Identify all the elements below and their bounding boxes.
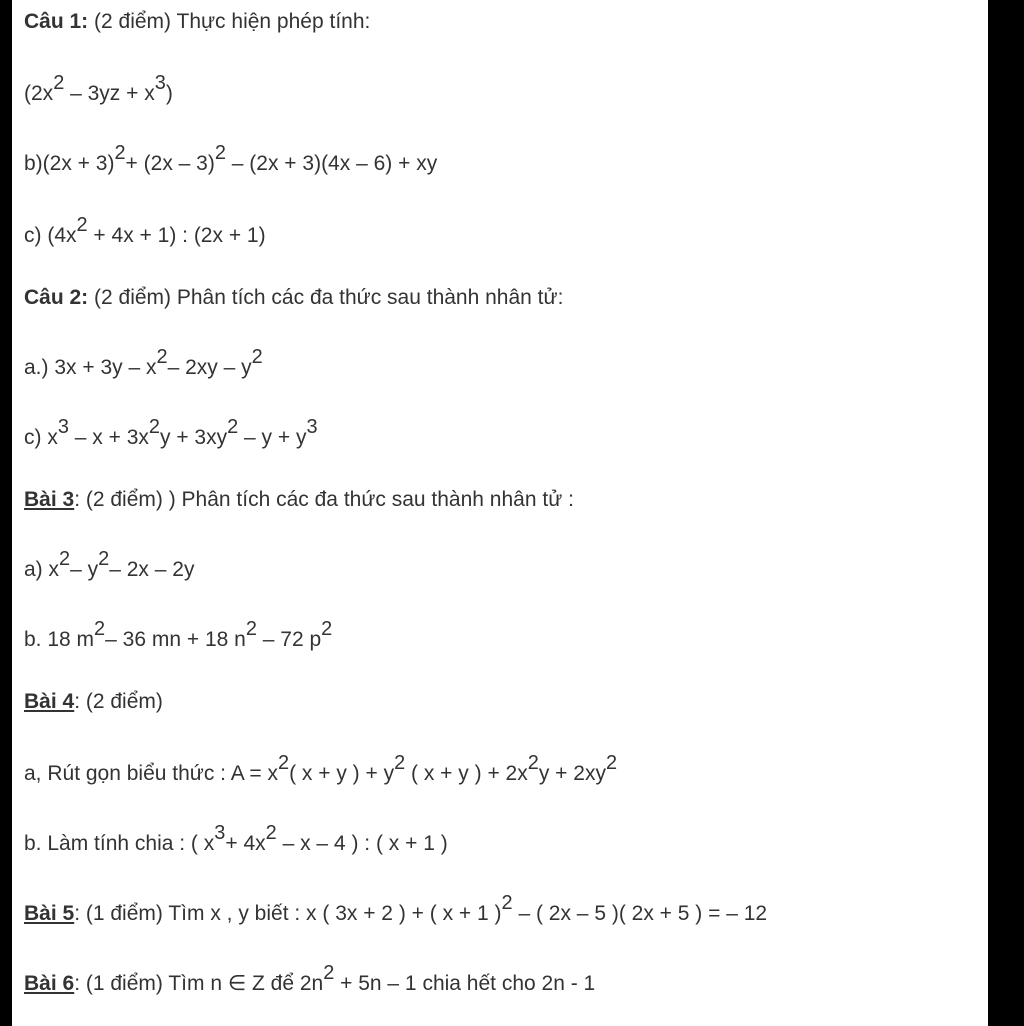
question-3-expression-b: b. 18 $m^2-$ 36 mn + 18 $n^2 - 72$ $p^2$ [24, 618, 333, 651]
question-1-expression-c: c) $(4x^2 + 4x + 1)$ : (2x + 1) [24, 214, 266, 247]
question-1-expression-a: $(2x^2 - 3yz + x^3)$ [24, 72, 173, 105]
document-page [12, 0, 988, 1026]
question-2-heading: Câu 2: (2 điểm) Phân tích các đa thức sau thành nhân tử: [24, 286, 564, 309]
question-3-heading: Bài 3: (2 điểm) ) Phân tích các đa thức sau thành nhân tử : [24, 488, 574, 511]
question-4-expression-b: b. Làm tính chia : ( $x^3+ 4x^2 - x - 4$ ) : ( x + 1 ) [24, 822, 448, 855]
question-4-heading: Bài 4: (2 điểm) [24, 690, 163, 713]
question-6-line: Bài 6: (1 điểm) Tìm n ∈ Z để $2n^2 + 5n - 1$ chia hết cho 2n - 1 [24, 962, 596, 995]
question-1-expression-b: $b)(2x + 3)^2+ (2x - 3)^2 - (2x + 3)(4x - 6)$ + xy [24, 142, 438, 175]
question-1-heading: Câu 1: (2 điểm) Thực hiện phép tính: [24, 10, 371, 33]
question-2-expression-a: a.) $3x + 3y - x^2-$ $2xy - y^2$ [24, 346, 263, 379]
question-3-expression-a: a) $x^2-$ $y^2-$ 2x – 2y [24, 548, 195, 581]
question-4-expression-a: a, Rút gọn biểu thức : $A = x^2$( x + y ) + $y^2$ ( x + y ) + $2x^2y + 2xy^2$ [24, 752, 618, 785]
question-5-line: Bài 5: (1 điểm) Tìm x , y biết : x ( 3x + 2 ) + ( x + 1 )$^2$ – ( 2x – 5 )( 2x + 5 ) = – 12 [24, 892, 768, 925]
question-2-expression-c: c) $x^3 - x + 3x^2y + 3xy^2 - y + y^3$ [24, 416, 318, 449]
